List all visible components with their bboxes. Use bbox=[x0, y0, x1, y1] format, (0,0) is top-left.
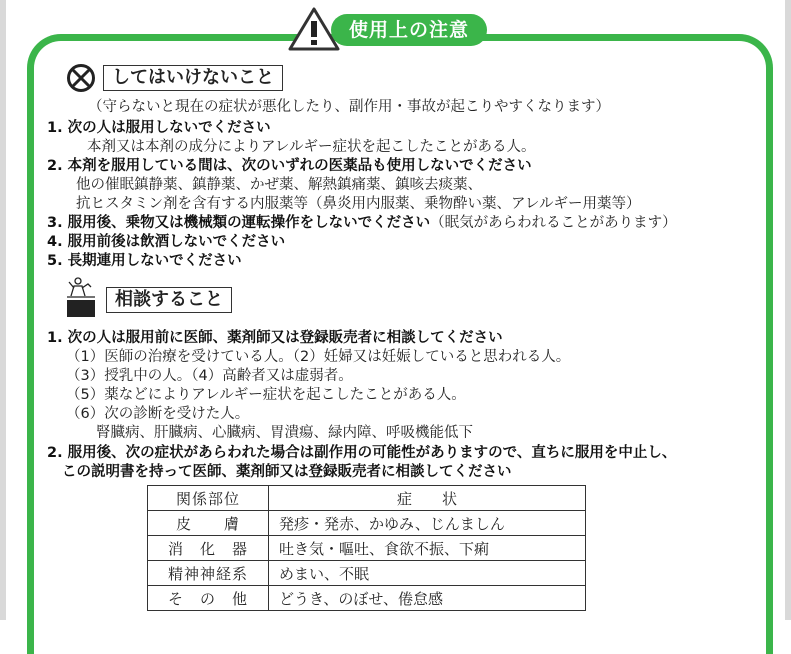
dont-item-3 bbox=[47, 214, 677, 232]
consult-item-2-head-1: 2. 服用後、次の症状があらわれた場合は副作用の可能性がありますので、直ちに服用を中止し、 bbox=[47, 445, 677, 461]
dont-item-2-head: 2. 本剤を服用している間は、次のいずれの医薬品も使用しないでください bbox=[47, 158, 532, 174]
consult-item-1-line-4: （6）次の診断を受けた人。 bbox=[66, 406, 250, 422]
table-row bbox=[148, 536, 586, 561]
symptom-table bbox=[147, 485, 586, 611]
consult-item-1-line-1: （1）医師の治療を受けている人。（2）妊婦又は妊娠していると思われる人。 bbox=[66, 349, 571, 365]
table-cell: 吐き気・嘔吐、食欲不振、下痢 bbox=[269, 536, 586, 561]
left-edge bbox=[0, 0, 6, 620]
consult-item-1-line-5: 腎臓病、肝臓病、心臓病、胃潰瘍、緑内障、呼吸機能低下 bbox=[96, 425, 473, 441]
dont-item-1-head: 1. 次の人は服用しないでください bbox=[47, 120, 271, 136]
table-cell: めまい、不眠 bbox=[269, 561, 586, 586]
dont-item-3-head: 3. 服用後、乗物又は機械類の運転操作をしないでください bbox=[47, 215, 431, 231]
consult-item-2-head-2: この説明書を持って医師、薬剤師又は登録販売者に相談してください bbox=[62, 464, 512, 480]
section-title-dont: してはいけないこと bbox=[103, 65, 283, 91]
table-header-row bbox=[148, 486, 586, 511]
consult-item-1-line-3: （5）薬などによりアレルギー症状を起こしたことがある人。 bbox=[66, 387, 466, 403]
prohibited-icon bbox=[66, 63, 96, 93]
dont-item-2-line-2: 抗ヒスタミン剤を含有する内服薬等（鼻炎用内服薬、乗物酔い薬、アレルギー用薬等） bbox=[76, 196, 641, 212]
consult-person-icon bbox=[66, 276, 96, 318]
table-cell: 発疹・発赤、かゆみ、じんましん bbox=[269, 511, 586, 536]
intro-text: （守らないと現在の症状が悪化したり、副作用・事故が起こりやすくなります） bbox=[88, 99, 610, 115]
table-row bbox=[148, 511, 586, 536]
dont-item-2-line-1: 他の催眠鎮静薬、鎮静薬、かぜ薬、解熱鎮痛薬、鎮咳去痰薬、 bbox=[76, 177, 482, 193]
header bbox=[287, 4, 499, 52]
table-header-cell: 症 状 bbox=[269, 486, 586, 511]
table-cell: 精神神経系 bbox=[148, 561, 269, 586]
table-row bbox=[148, 561, 586, 586]
dont-item-5-head: 5. 長期連用しないでください bbox=[47, 253, 242, 269]
consult-item-1-line-2: （3）授乳中の人。（4）高齢者又は虚弱者。 bbox=[66, 368, 353, 384]
table-cell: そ の 他 bbox=[148, 586, 269, 611]
table-header-cell: 関係部位 bbox=[148, 486, 269, 511]
dont-item-4-head: 4. 服用前後は飲酒しないでください bbox=[47, 234, 286, 250]
table-cell: 消 化 器 bbox=[148, 536, 269, 561]
section-title-consult: 相談すること bbox=[106, 287, 232, 313]
consult-item-1-head: 1. 次の人は服用前に医師、薬剤師又は登録販売者に相談してください bbox=[47, 330, 503, 346]
table-cell: どうき、のぼせ、倦怠感 bbox=[269, 586, 586, 611]
table-row bbox=[148, 586, 586, 611]
right-edge bbox=[785, 0, 791, 620]
table-cell: 皮 膚 bbox=[148, 511, 269, 536]
dont-item-3-note: （眠気があらわれることがあります） bbox=[430, 215, 677, 231]
dont-item-1-line: 本剤又は本剤の成分によりアレルギー症状を起こしたことがある人。 bbox=[87, 139, 536, 155]
header-title: 使用上の注意 bbox=[331, 14, 487, 46]
